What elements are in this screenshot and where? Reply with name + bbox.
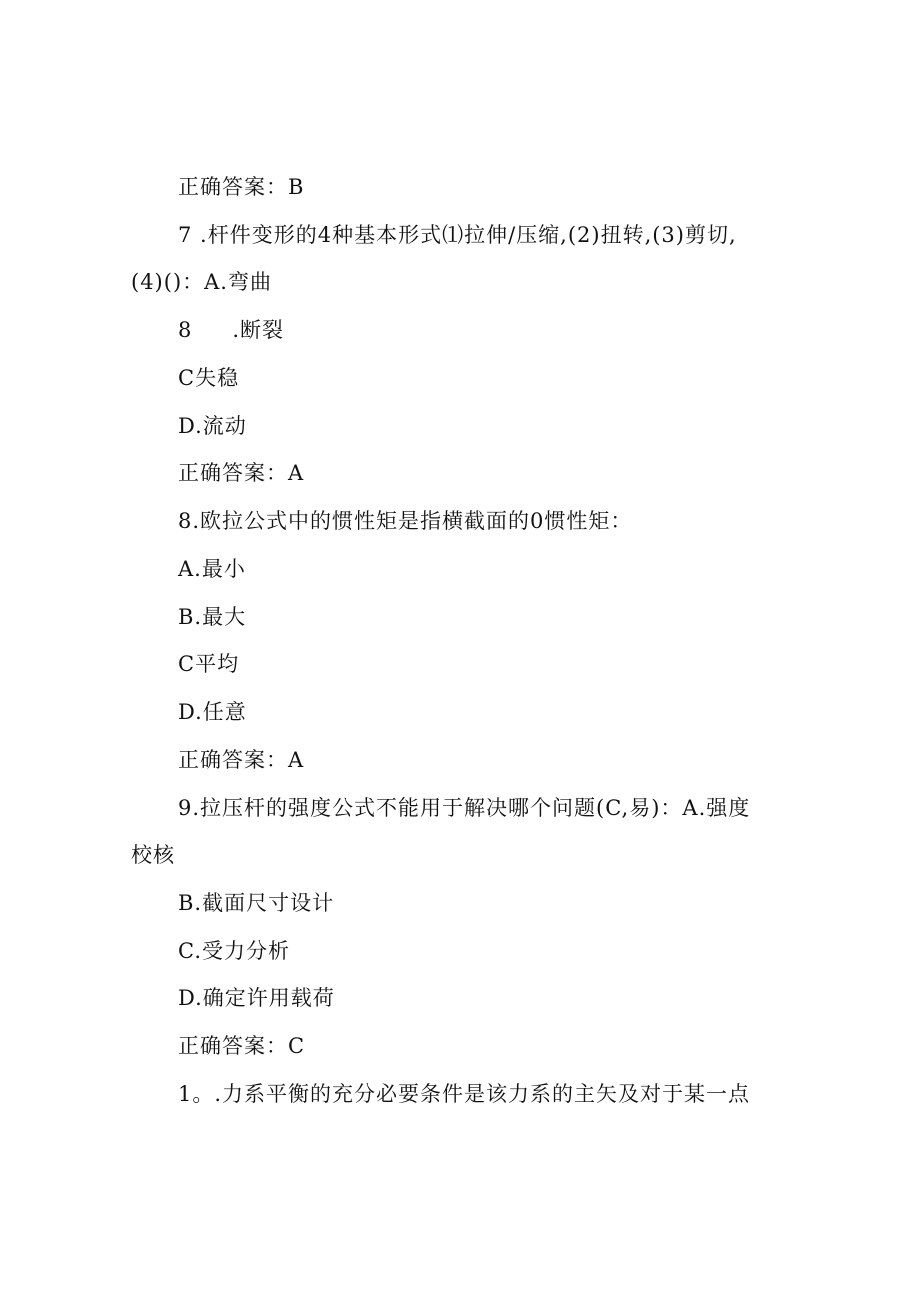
option-b: B.最大 <box>178 605 247 629</box>
answer-line: 正确答案：B <box>178 175 305 199</box>
question-7-text: 7 .杆件变形的4种基本形式⑴拉伸/压缩,(2)扭转,(3)剪切, <box>178 223 737 247</box>
answer-line: 正确答案：C <box>178 1034 306 1058</box>
option-text: .断裂 <box>232 318 285 342</box>
question-9-continuation: 校核 <box>131 843 175 867</box>
option-d: D.任意 <box>178 700 247 724</box>
question-9-text: 9.拉压杆的强度公式不能用于解决哪个问题(C,易)：A.强度 <box>178 796 751 820</box>
option-c: C.受力分析 <box>178 939 290 963</box>
question-10-text: 1。.力系平衡的充分必要条件是该力系的主矢及对于某一点 <box>178 1082 751 1106</box>
option-line <box>178 315 284 345</box>
option-a: A.最小 <box>178 557 246 581</box>
option-number: 8 <box>178 318 193 342</box>
option-b: B.截面尺寸设计 <box>178 891 335 915</box>
question-7-continuation: (4)()：A.弯曲 <box>131 270 272 294</box>
option-c: C平均 <box>178 652 240 676</box>
question-8-text: 8.欧拉公式中的惯性矩是指横截面的0惯性矩： <box>178 509 633 533</box>
option-d: D.确定许用载荷 <box>178 986 335 1010</box>
option-d: D.流动 <box>178 414 247 438</box>
option-c: C失稳 <box>178 366 240 390</box>
answer-line: 正确答案：A <box>178 461 305 485</box>
answer-line: 正确答案：A <box>178 748 305 772</box>
